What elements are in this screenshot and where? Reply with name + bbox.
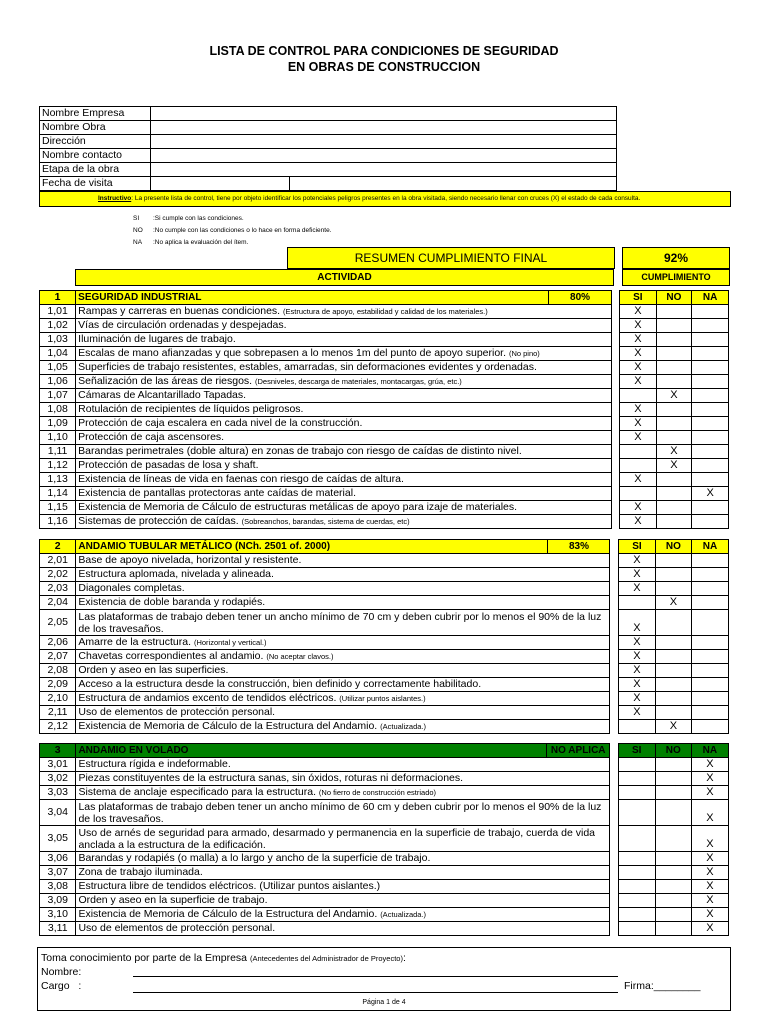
item-number: 1,01 (40, 305, 76, 319)
no-checkbox[interactable] (656, 319, 692, 333)
item-number: 2,09 (40, 678, 76, 692)
section-number: 1 (40, 291, 76, 305)
section-percent: 80% (549, 291, 611, 305)
checklist-row (40, 445, 729, 459)
actividad-header: ACTIVIDAD (75, 269, 614, 286)
item-description: Uso de elementos de protección personal. (76, 922, 610, 936)
no-checkbox[interactable] (656, 487, 692, 501)
checklist-row (40, 417, 729, 431)
si-checkbox[interactable]: X (620, 501, 656, 515)
na-checkbox[interactable]: X (691, 826, 728, 852)
page-number: Página 1 de 4 (362, 999, 406, 1006)
section-title: ANDAMIO TUBULAR METÁLICO (NCh. 2501 of. 2000) (76, 540, 548, 554)
na-checkbox[interactable] (692, 417, 729, 431)
item-description: Orden y aseo en las superficies. (76, 664, 610, 678)
item-description: Sistemas de protección de caídas. (Sobreanchos, barandas, sistema de cuerdas, etc) (76, 515, 612, 529)
acknowledgement: Toma conocimiento por parte de la Empresa (Antecedentes del Administrador de Proyecto): (41, 952, 406, 964)
checklist-row (40, 866, 729, 880)
si-checkbox[interactable]: X (619, 610, 656, 636)
na-checkbox[interactable]: X (691, 772, 728, 786)
section-header (40, 540, 729, 554)
no-checkbox[interactable] (655, 650, 691, 664)
section-percent: NO APLICA (547, 744, 610, 758)
item-description: Rotulación de recipientes de líquidos peligrosos. (76, 403, 612, 417)
na-checkbox[interactable] (691, 664, 728, 678)
no-checkbox[interactable] (656, 501, 692, 515)
no-checkbox[interactable] (655, 678, 691, 692)
checklist-row (40, 922, 729, 936)
item-description: Barandas perimetrales (doble altura) en zonas de trabajo con riesgo de caídas de distinto nivel. (76, 445, 612, 459)
no-checkbox[interactable] (656, 333, 692, 347)
si-checkbox[interactable]: X (620, 305, 656, 319)
no-checkbox[interactable] (656, 305, 692, 319)
item-description: Piezas constituyentes de la estructura sanas, sin óxidos, roturas ni deformaciones. (76, 772, 610, 786)
item-description: Protección de caja escalera en cada nivel de la construcción. (76, 417, 612, 431)
no-checkbox[interactable] (655, 568, 691, 582)
checklist-row (40, 568, 729, 582)
checklist-row (40, 361, 729, 375)
si-checkbox[interactable]: X (619, 582, 656, 596)
checklist-row (40, 596, 729, 610)
item-number: 3,03 (40, 786, 76, 800)
item-number: 2,07 (40, 650, 76, 664)
info-value-field[interactable] (151, 121, 617, 135)
na-checkbox[interactable] (691, 568, 728, 582)
info-row (40, 163, 617, 177)
checklist-row (40, 758, 729, 772)
section-1-table (39, 290, 729, 529)
info-label: Nombre contacto (40, 149, 151, 163)
item-description: Cámaras de Alcantarillado Tapadas. (76, 389, 612, 403)
na-checkbox[interactable] (692, 473, 729, 487)
checklist-row (40, 403, 729, 417)
item-number: 3,06 (40, 852, 76, 866)
item-description: Iluminación de lugares de trabajo. (76, 333, 612, 347)
si-header: SI (618, 744, 655, 758)
instructivo-text: : La presente lista de control, tiene por objeto identificar los potenciales peligros presentes en la obra visitada, siendo necesario llenar con cruces (X) el estado de cada consulta. (131, 195, 641, 202)
no-checkbox[interactable] (655, 772, 691, 786)
si-checkbox[interactable] (620, 389, 656, 403)
item-description: Existencia de pantallas protectoras ante caídas de material. (76, 487, 612, 501)
checklist-row (40, 305, 729, 319)
section-percent: 83% (548, 540, 610, 554)
no-checkbox[interactable] (655, 758, 691, 772)
na-checkbox[interactable]: X (691, 880, 728, 894)
item-number: 1,13 (40, 473, 76, 487)
si-checkbox[interactable] (618, 826, 655, 852)
item-number: 1,02 (40, 319, 76, 333)
na-checkbox[interactable]: X (691, 922, 728, 936)
no-checkbox[interactable] (655, 636, 691, 650)
si-checkbox[interactable] (618, 894, 655, 908)
item-description: Estructura rígida e indeformable. (76, 758, 610, 772)
checklist-row (40, 880, 729, 894)
na-checkbox[interactable] (692, 347, 729, 361)
si-checkbox[interactable] (618, 758, 655, 772)
no-checkbox[interactable]: X (656, 459, 692, 473)
checklist-row (40, 389, 729, 403)
si-checkbox[interactable] (618, 880, 655, 894)
instructivo-box (39, 191, 731, 207)
no-checkbox[interactable] (655, 826, 691, 852)
item-number: 2,04 (40, 596, 76, 610)
no-checkbox[interactable] (656, 347, 692, 361)
info-value-field[interactable] (290, 177, 617, 191)
section-number: 3 (40, 744, 76, 758)
section-header (40, 291, 729, 305)
item-number: 1,03 (40, 333, 76, 347)
info-value-field[interactable] (151, 177, 290, 191)
item-description: Existencia de Memoria de Cálculo de estructuras metálicas de apoyo para izaje de materiales. (76, 501, 612, 515)
si-checkbox[interactable]: X (619, 636, 656, 650)
item-description: Las plataformas de trabajo deben tener un ancho mínimo de 60 cm y deben cubrir por lo menos el 90% de la luz de los travesaños. (76, 800, 610, 826)
section-2-table (39, 539, 729, 734)
si-checkbox[interactable] (618, 772, 655, 786)
na-checkbox[interactable] (691, 706, 728, 720)
checklist-row (40, 473, 729, 487)
info-label: Etapa de la obra (40, 163, 151, 177)
no-checkbox[interactable] (655, 554, 691, 568)
checklist-row (40, 800, 729, 826)
no-checkbox[interactable]: X (655, 596, 691, 610)
item-number: 2,08 (40, 664, 76, 678)
instructivo-label: Instructivo (98, 195, 132, 202)
item-number: 1,12 (40, 459, 76, 473)
na-checkbox[interactable]: X (691, 800, 728, 826)
no-checkbox[interactable] (655, 610, 691, 636)
checklist-row (40, 319, 729, 333)
no-checkbox[interactable] (655, 786, 691, 800)
na-checkbox[interactable] (691, 692, 728, 706)
item-number: 1,08 (40, 403, 76, 417)
nombre-line (133, 976, 618, 977)
item-number: 3,02 (40, 772, 76, 786)
na-checkbox[interactable] (692, 333, 729, 347)
no-checkbox[interactable]: X (656, 389, 692, 403)
item-description: Estructura libre de tendidos eléctricos. (Utilizar puntos aislantes.) (76, 880, 610, 894)
no-checkbox[interactable] (655, 880, 691, 894)
checklist-row (40, 664, 729, 678)
si-checkbox[interactable] (619, 596, 656, 610)
si-checkbox[interactable]: X (620, 473, 656, 487)
item-number: 1,14 (40, 487, 76, 501)
na-checkbox[interactable]: X (691, 894, 728, 908)
si-checkbox[interactable] (620, 445, 656, 459)
no-header: NO (656, 291, 692, 305)
item-number: 2,10 (40, 692, 76, 706)
info-row (40, 135, 617, 149)
na-checkbox[interactable]: X (691, 758, 728, 772)
item-number: 1,15 (40, 501, 76, 515)
no-checkbox[interactable] (656, 361, 692, 375)
si-checkbox[interactable]: X (619, 692, 656, 706)
na-checkbox[interactable] (691, 610, 728, 636)
si-checkbox[interactable] (620, 459, 656, 473)
info-value-field[interactable] (151, 163, 617, 177)
item-description: Orden y aseo en la superficie de trabajo. (76, 894, 610, 908)
si-checkbox[interactable]: X (620, 417, 656, 431)
summary-label: RESUMEN CUMPLIMIENTO FINAL (287, 247, 615, 269)
checklist-row (40, 692, 729, 706)
item-number: 2,12 (40, 720, 76, 734)
checklist-row (40, 786, 729, 800)
cumplimiento-header: CUMPLIMIENTO (622, 269, 730, 286)
legend-item: SI :Si cumple con las condiciones. (133, 215, 244, 222)
na-checkbox[interactable] (691, 650, 728, 664)
item-number: 3,04 (40, 800, 76, 826)
no-checkbox[interactable] (656, 417, 692, 431)
no-checkbox[interactable] (655, 582, 691, 596)
cargo-label: Cargo : (41, 980, 82, 992)
item-number: 1,10 (40, 431, 76, 445)
summary-value: 92% (622, 247, 730, 269)
si-header: SI (619, 540, 656, 554)
item-description: Señalización de las áreas de riesgos. (Desniveles, descarga de materiales, montacargas, grúa, etc.) (76, 375, 612, 389)
item-number: 1,09 (40, 417, 76, 431)
checklist-row (40, 347, 729, 361)
item-description: Uso de arnés de seguridad para armado, desarmado y permanencia en la superficie de trabajo, cuerda de vida anclada a la estructura de la edificación. (76, 826, 610, 852)
item-description: Existencia de doble baranda y rodapiés. (76, 596, 610, 610)
si-checkbox[interactable]: X (620, 403, 656, 417)
na-checkbox[interactable] (691, 636, 728, 650)
item-description: Uso de elementos de protección personal. (76, 706, 610, 720)
info-value-field[interactable] (151, 135, 617, 149)
si-checkbox[interactable] (618, 922, 655, 936)
na-checkbox[interactable] (692, 515, 729, 529)
checklist-row (40, 554, 729, 568)
na-checkbox[interactable] (691, 596, 728, 610)
item-number: 3,08 (40, 880, 76, 894)
na-checkbox[interactable]: X (691, 786, 728, 800)
na-checkbox[interactable] (692, 319, 729, 333)
item-description: Protección de pasadas de losa y shaft. (76, 459, 612, 473)
section-title: ANDAMIO EN VOLADO (76, 744, 547, 758)
item-description: Base de apoyo nivelada, horizontal y resistente. (76, 554, 610, 568)
no-checkbox[interactable] (655, 908, 691, 922)
checklist-row (40, 678, 729, 692)
si-checkbox[interactable]: X (620, 347, 656, 361)
si-checkbox[interactable]: X (620, 515, 656, 529)
no-checkbox[interactable] (655, 706, 691, 720)
item-description: Escalas de mano afianzadas y que sobrepasen a lo menos 1m del punto de apoyo superior. (No pino) (76, 347, 612, 361)
checklist-row (40, 908, 729, 922)
checklist-row (40, 487, 729, 501)
info-row (40, 149, 617, 163)
checklist-row (40, 894, 729, 908)
item-description: Existencia de líneas de vida en faenas con riesgo de caídas de altura. (76, 473, 612, 487)
checklist-row (40, 431, 729, 445)
si-checkbox[interactable]: X (620, 333, 656, 347)
na-header: NA (691, 540, 728, 554)
nombre-label: Nombre: (41, 966, 82, 978)
item-number: 1,07 (40, 389, 76, 403)
item-description: Vías de circulación ordenadas y despejadas. (76, 319, 612, 333)
no-checkbox[interactable] (656, 431, 692, 445)
na-header: NA (691, 744, 728, 758)
legend-item: NA :No aplica la evaluación del ítem. (133, 239, 249, 246)
checklist-row (40, 826, 729, 852)
na-checkbox[interactable] (692, 375, 729, 389)
si-header: SI (620, 291, 656, 305)
na-checkbox[interactable] (691, 720, 728, 734)
na-checkbox[interactable] (691, 582, 728, 596)
section-number: 2 (40, 540, 76, 554)
si-checkbox[interactable]: X (619, 664, 656, 678)
checklist-row (40, 706, 729, 720)
si-checkbox[interactable]: X (619, 678, 656, 692)
checklist-row (40, 720, 729, 734)
cargo-line (133, 992, 618, 993)
item-number: 1,16 (40, 515, 76, 529)
info-row (40, 121, 617, 135)
checklist-row (40, 610, 729, 636)
no-checkbox[interactable] (655, 894, 691, 908)
no-checkbox[interactable] (655, 800, 691, 826)
item-number: 1,06 (40, 375, 76, 389)
item-number: 3,05 (40, 826, 76, 852)
na-checkbox[interactable] (691, 554, 728, 568)
si-checkbox[interactable] (619, 720, 656, 734)
na-checkbox[interactable] (692, 501, 729, 515)
item-description: Acceso a la estructura desde la construcción, bien definido y correctamente habilitado. (76, 678, 610, 692)
item-description: Existencia de Memoria de Cálculo de la Estructura del Andamio. (Actualizada.) (76, 908, 610, 922)
si-checkbox[interactable]: X (619, 650, 656, 664)
si-checkbox[interactable]: X (620, 361, 656, 375)
no-checkbox[interactable] (656, 473, 692, 487)
document-title: LISTA DE CONTROL PARA CONDICIONES DE SEGURIDAD EN OBRAS DE CONSTRUCCION (209, 44, 559, 74)
item-number: 1,05 (40, 361, 76, 375)
na-checkbox[interactable] (692, 305, 729, 319)
na-checkbox[interactable] (692, 389, 729, 403)
checklist-row (40, 515, 729, 529)
section-3-table (39, 743, 729, 936)
item-number: 2,01 (40, 554, 76, 568)
no-header: NO (655, 744, 691, 758)
na-checkbox[interactable] (692, 403, 729, 417)
item-number: 3,10 (40, 908, 76, 922)
item-number: 3,09 (40, 894, 76, 908)
no-checkbox[interactable] (656, 515, 692, 529)
item-description: Zona de trabajo iluminada. (76, 866, 610, 880)
item-number: 3,01 (40, 758, 76, 772)
info-label: Fecha de visita (40, 177, 151, 191)
checklist-row (40, 650, 729, 664)
item-number: 3,11 (40, 922, 76, 936)
info-value-field[interactable] (151, 149, 617, 163)
si-checkbox[interactable] (618, 908, 655, 922)
checklist-row (40, 501, 729, 515)
na-checkbox[interactable] (692, 459, 729, 473)
legend-item: NO :No cumple con las condiciones o lo hace en forma deficiente. (133, 227, 332, 234)
section-title: SEGURIDAD INDUSTRIAL (76, 291, 549, 305)
si-checkbox[interactable] (620, 487, 656, 501)
no-checkbox[interactable] (655, 664, 691, 678)
info-label: Nombre Obra (40, 121, 151, 135)
checklist-row (40, 375, 729, 389)
checklist-row (40, 852, 729, 866)
na-checkbox[interactable] (691, 678, 728, 692)
info-label: Dirección (40, 135, 151, 149)
info-value-field[interactable] (151, 107, 617, 121)
item-number: 2,03 (40, 582, 76, 596)
firma-label: Firma:________ (624, 980, 701, 992)
no-checkbox[interactable] (656, 403, 692, 417)
no-checkbox[interactable]: X (656, 445, 692, 459)
si-checkbox[interactable] (618, 866, 655, 880)
no-checkbox[interactable]: X (655, 720, 691, 734)
item-number: 3,07 (40, 866, 76, 880)
checklist-row (40, 582, 729, 596)
na-checkbox[interactable]: X (691, 866, 728, 880)
si-checkbox[interactable] (618, 786, 655, 800)
si-checkbox[interactable]: X (619, 568, 656, 582)
no-checkbox[interactable] (656, 375, 692, 389)
info-row (40, 177, 617, 191)
si-checkbox[interactable]: X (620, 431, 656, 445)
item-description: Existencia de Memoria de Cálculo de la Estructura del Andamio. (Actualizada.) (76, 720, 610, 734)
si-checkbox[interactable]: X (620, 319, 656, 333)
na-checkbox[interactable]: X (691, 908, 728, 922)
na-checkbox[interactable]: X (692, 487, 729, 501)
item-number: 2,02 (40, 568, 76, 582)
item-description: Estructura aplomada, nivelada y alineada. (76, 568, 610, 582)
si-checkbox[interactable]: X (620, 375, 656, 389)
info-table (39, 106, 617, 191)
checklist-row (40, 459, 729, 473)
item-description: Sistema de anclaje especificado para la estructura. (No fierro de construcción estriado) (76, 786, 610, 800)
checklist-row (40, 333, 729, 347)
na-header: NA (692, 291, 729, 305)
no-checkbox[interactable] (655, 922, 691, 936)
item-description: Protección de caja ascensores. (76, 431, 612, 445)
no-checkbox[interactable] (655, 866, 691, 880)
item-description: Amarre de la estructura. (Horizontal y vertical.) (76, 636, 610, 650)
item-description: Rampas y carreras en buenas condiciones. (Estructura de apoyo, estabilidad y calidad de los materiales.) (76, 305, 612, 319)
checklist-row (40, 636, 729, 650)
item-description: Barandas y rodapiés (o malla) a lo largo y ancho de la superficie de trabajo. (76, 852, 610, 866)
no-checkbox[interactable] (655, 852, 691, 866)
item-description: Estructura de andamios excento de tendidos eléctricos. (Utilizar puntos aislantes.) (76, 692, 610, 706)
si-checkbox[interactable]: X (619, 554, 656, 568)
no-checkbox[interactable] (655, 692, 691, 706)
info-row (40, 107, 617, 121)
item-description: Superficies de trabajo resistentes, estables, amarradas, sin deformaciones evidentes y ordenadas. (76, 361, 612, 375)
section-header (40, 744, 729, 758)
checklist-row (40, 772, 729, 786)
item-description: Las plataformas de trabajo deben tener un ancho mínimo de 70 cm y deben cubrir por lo menos el 90% de la luz de los travesaños. (76, 610, 610, 636)
si-checkbox[interactable]: X (619, 706, 656, 720)
na-checkbox[interactable] (692, 361, 729, 375)
info-label: Nombre Empresa (40, 107, 151, 121)
no-header: NO (655, 540, 691, 554)
item-description: Diagonales completas. (76, 582, 610, 596)
item-number: 2,05 (40, 610, 76, 636)
si-checkbox[interactable] (618, 800, 655, 826)
item-number: 2,11 (40, 706, 76, 720)
item-number: 1,11 (40, 445, 76, 459)
item-number: 2,06 (40, 636, 76, 650)
si-checkbox[interactable] (618, 852, 655, 866)
item-description: Chavetas correspondientes al andamio. (No aceptar clavos.) (76, 650, 610, 664)
na-checkbox[interactable] (692, 445, 729, 459)
na-checkbox[interactable] (692, 431, 729, 445)
legend (133, 213, 332, 249)
na-checkbox[interactable]: X (691, 852, 728, 866)
item-number: 1,04 (40, 347, 76, 361)
